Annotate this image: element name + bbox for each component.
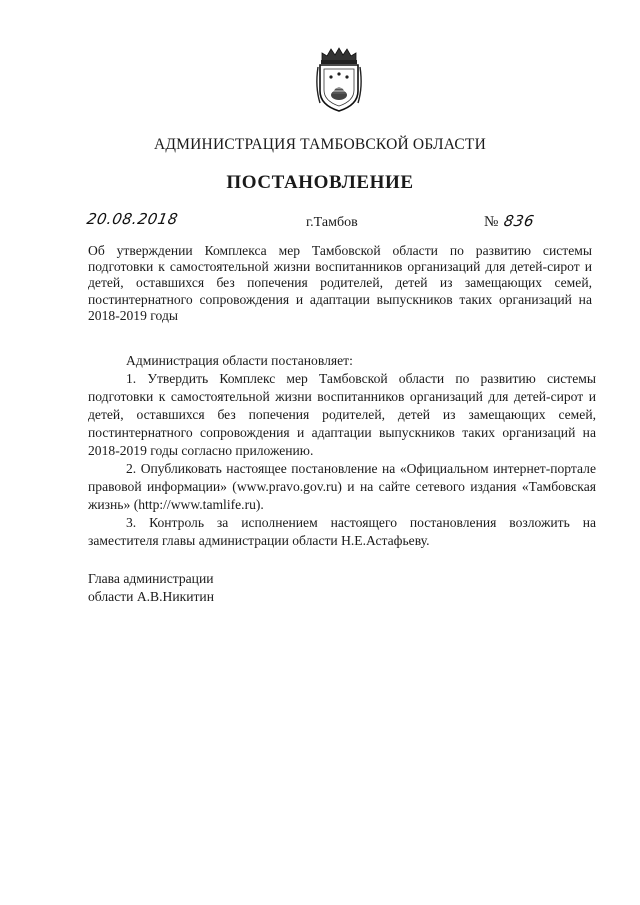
tambov-coat-of-arms-icon	[314, 47, 364, 113]
signature-block	[88, 570, 214, 606]
number-value: 836	[502, 212, 536, 230]
document-number	[484, 212, 534, 231]
number-label: №	[484, 214, 499, 230]
body-item-1: 1. Утвердить Комплекс мер Тамбовской области по развитию системы подготовки к самостоятельной жизни воспитанников организаций для детей-сирот и детей, оставшихся без попечения родителей, детей из замещающих семей, постинтернатного сопровождения и адаптации выпускников таких организаций на 2018-2019 годы согласно приложению.	[88, 371, 596, 458]
document-title: Об утверждении Комплекса мер Тамбовской области по развитию системы подготовки к самостоятельной жизни воспитанников организаций для детей-сирот и детей, оставшихся без попечения родителей, детей из замещающих семей, постинтернатного сопровождения и адаптации выпускников таких организаций на 2018-2019 годы	[88, 243, 592, 323]
document-type: ПОСТАНОВЛЕНИЕ	[226, 172, 414, 193]
organization-name: АДМИНИСТРАЦИЯ ТАМБОВСКОЙ ОБЛАСТИ	[154, 136, 486, 153]
document-city: г.Тамбов	[306, 215, 358, 230]
signature-line-1: Глава администрации	[88, 571, 214, 586]
signature-line-2: области А.В.Никитин	[88, 589, 214, 604]
body-item-3: 3. Контроль за исполнением настоящего постановления возложить на заместителя главы администрации области Н.Е.Астафьеву.	[88, 515, 596, 548]
body-item-2: 2. Опубликовать настоящее постановление на «Официальном интернет-портале правовой информации» (www.pravo.gov.ru) и на сайте сетевого издания «Тамбовская жизнь» (http://www.tamlife.ru).	[88, 461, 596, 512]
document-date: 20.08.2018	[85, 210, 180, 228]
document-body	[88, 352, 596, 550]
preamble: Администрация области постановляет:	[126, 353, 353, 368]
